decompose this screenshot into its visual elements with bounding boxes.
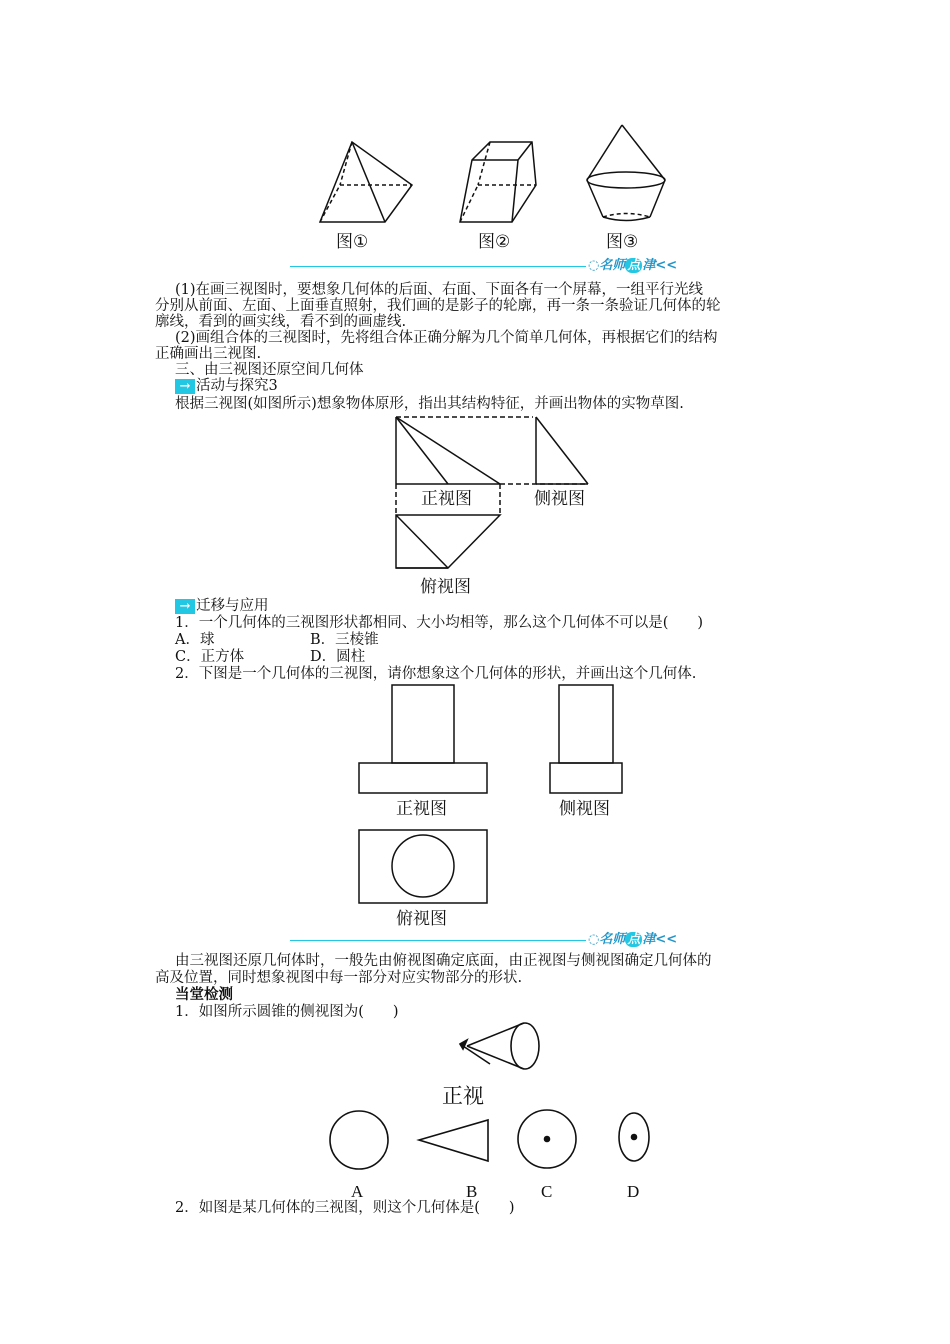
activity-top-view-caption: 俯视图 (420, 577, 471, 597)
q2-front-view-caption: 正视图 (396, 799, 447, 819)
q1-option-b: B．三棱锥 (310, 632, 379, 648)
q2-top-view-caption: 俯视图 (396, 909, 447, 929)
arrow-right-icon: → (175, 379, 195, 394)
figure-3-caption: 图③ (606, 232, 639, 252)
tip-label: ◌名师 点 津<< (588, 258, 678, 273)
tip-label: ◌名师 点 津<< (588, 932, 678, 947)
figure-1-caption: 图① (336, 232, 369, 252)
question-2: 2．下图是一个几何体的三视图，请你想象这个几何体的形状，并画出这个几何体. (175, 666, 697, 682)
cone-option-a: A (351, 1182, 364, 1201)
tip1-line-3: 廓线，看到的画实线，看不到的画虚线. (155, 314, 407, 330)
tip1-line-1: (1)在画三视图时，要想象几何体的后面、右面、下面各有一个屏幕，一组平行光线 (175, 282, 704, 298)
tip2-line-2: 高及位置，同时想象视图中每一部分对应实物部分的形状. (155, 970, 523, 986)
q2-side-view-caption: 侧视图 (559, 799, 610, 819)
cone-option-b: B (466, 1182, 478, 1201)
tip1-line-2: 分别从前面、左面、上面垂直照射，我们画的是影子的轮廓，再一条一条验证几何体的轮 (155, 298, 721, 314)
figure-2-caption: 图② (478, 232, 511, 252)
cone-option-c: C (541, 1182, 553, 1201)
q1-option-c: C．正方体 (175, 649, 245, 665)
question-1: 1．一个几何体的三视图形状都相同、大小均相等，那么这个几何体不可以是( ) (175, 615, 704, 631)
arrow-right-icon: → (175, 599, 195, 614)
activity-title: 活动与探究3 (196, 378, 278, 394)
tip1-line-4: (2)画组合体的三视图时，先将组合体正确分解为几个简单几何体，再根据它们的结构 (175, 330, 718, 346)
activity-text: 根据三视图(如图所示)想象物体原形，指出其结构特征，并画出物体的实物草图. (175, 396, 684, 412)
cone-option-d: D (627, 1182, 640, 1201)
tip1-line-5: 正确画出三视图. (155, 346, 262, 362)
tip2-line-1: 由三视图还原几何体时，一般先由俯视图确定底面，由正视图与侧视图确定几何体的 (175, 953, 712, 969)
check-title: 当堂检测 (175, 987, 233, 1003)
section-heading-3: 三、由三视图还原空间几何体 (175, 362, 364, 378)
q1-option-a: A．球 (175, 632, 215, 648)
cone-front-label: 正视 (442, 1084, 484, 1108)
check-question-2: 2．如图是某几何体的三视图，则这个几何体是( ) (175, 1200, 515, 1216)
transfer-title: 迁移与应用 (196, 598, 269, 614)
activity-side-view-caption: 侧视图 (534, 489, 585, 509)
activity-front-view-caption: 正视图 (421, 489, 472, 509)
check-question-1: 1．如图所示圆锥的侧视图为( ) (175, 1004, 399, 1020)
q1-option-d: D．圆柱 (310, 649, 366, 665)
